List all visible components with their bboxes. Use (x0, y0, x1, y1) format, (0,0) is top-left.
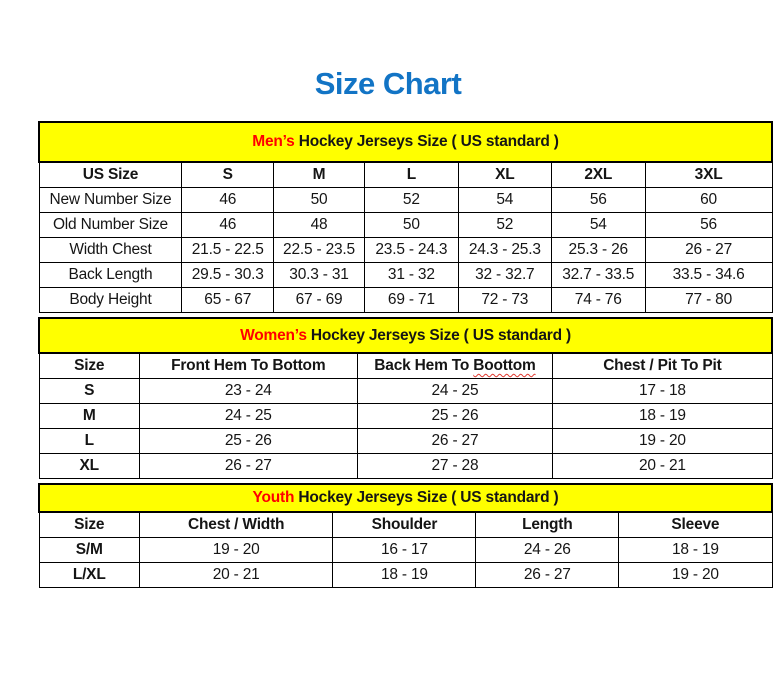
data-cell: 60 (645, 188, 772, 213)
data-cell: 52 (458, 213, 551, 238)
womens-column-header: Size (39, 353, 139, 379)
womens-table-row (39, 379, 772, 404)
womens-section-header-row (39, 318, 772, 353)
mens-section-highlight: Men’s (252, 133, 295, 150)
data-cell: 48 (274, 213, 365, 238)
youth-column-header: Shoulder (333, 512, 476, 538)
mens-column-header: L (364, 162, 458, 188)
womens-section-header (39, 318, 772, 353)
youth-table-row (39, 538, 772, 563)
data-cell: 27 - 28 (357, 454, 553, 479)
data-cell: 18 - 19 (333, 563, 476, 588)
data-cell: 22.5 - 23.5 (274, 238, 365, 263)
mens-section-title-text: Hockey Jerseys Size ( US standard ) (294, 133, 559, 150)
mens-table-row (39, 188, 772, 213)
data-cell: 26 - 27 (357, 429, 553, 454)
data-cell: 56 (551, 188, 645, 213)
data-cell: 46 (182, 188, 274, 213)
data-cell: 19 - 20 (139, 538, 333, 563)
mens-column-header: S (182, 162, 274, 188)
womens-column-header: Chest / Pit To Pit (553, 353, 772, 379)
mens-section-header-row (39, 122, 772, 162)
youth-table-row (39, 563, 772, 588)
data-cell: 26 - 27 (645, 238, 772, 263)
youth-column-header: Length (476, 512, 619, 538)
data-cell: 23 - 24 (139, 379, 357, 404)
data-cell: 18 - 19 (553, 404, 772, 429)
mens-column-header: M (274, 162, 365, 188)
youth-column-header: Size (39, 512, 139, 538)
data-cell: 20 - 21 (553, 454, 772, 479)
row-label: New Number Size (39, 188, 182, 213)
header-text: Back Hem To (374, 357, 474, 374)
womens-table-row (39, 404, 772, 429)
mens-section-header (39, 122, 772, 162)
mens-column-header: XL (458, 162, 551, 188)
data-cell: 24 - 25 (139, 404, 357, 429)
data-cell: 26 - 27 (139, 454, 357, 479)
womens-column-header-row (39, 353, 772, 379)
data-cell: 26 - 27 (476, 563, 619, 588)
mens-table-row (39, 213, 772, 238)
data-cell: 56 (645, 213, 772, 238)
data-cell: 18 - 19 (619, 538, 772, 563)
mens-table-row (39, 238, 772, 263)
size-tables-container (38, 121, 773, 592)
row-label: L (39, 429, 139, 454)
data-cell: 74 - 76 (551, 288, 645, 313)
youth-size-table (38, 483, 773, 588)
data-cell: 54 (551, 213, 645, 238)
mens-size-table (38, 121, 773, 313)
mens-column-header: 2XL (551, 162, 645, 188)
womens-section-title-text: Hockey Jerseys Size ( US standard ) (306, 326, 571, 344)
mens-table-row (39, 263, 772, 288)
data-cell: 69 - 71 (364, 288, 458, 313)
womens-column-header: Front Hem To Bottom (139, 353, 357, 379)
data-cell: 24 - 26 (476, 538, 619, 563)
youth-column-header: Chest / Width (139, 512, 333, 538)
data-cell: 24.3 - 25.3 (458, 238, 551, 263)
data-cell: 33.5 - 34.6 (645, 263, 772, 288)
row-label: L/XL (39, 563, 139, 588)
youth-column-header-row (39, 512, 772, 538)
data-cell: 32.7 - 33.5 (551, 263, 645, 288)
data-cell: 25 - 26 (139, 429, 357, 454)
data-cell: 25.3 - 26 (551, 238, 645, 263)
womens-section-highlight: Women’s (240, 326, 307, 344)
data-cell: 54 (458, 188, 551, 213)
data-cell: 17 - 18 (553, 379, 772, 404)
data-cell: 20 - 21 (139, 563, 333, 588)
row-label: Old Number Size (39, 213, 182, 238)
misspelled-word: Boottom (473, 357, 536, 374)
data-cell: 29.5 - 30.3 (182, 263, 274, 288)
mens-column-header-row (39, 162, 772, 188)
youth-section-highlight: Youth (252, 489, 295, 506)
data-cell: 52 (364, 188, 458, 213)
mens-column-header: US Size (39, 162, 182, 188)
row-label: S/M (39, 538, 139, 563)
data-cell: 21.5 - 22.5 (182, 238, 274, 263)
row-label: Width Chest (39, 238, 182, 263)
row-label: Back Length (39, 263, 182, 288)
data-cell: 23.5 - 24.3 (364, 238, 458, 263)
youth-section-header (39, 484, 772, 512)
womens-table-row (39, 454, 772, 479)
data-cell: 50 (364, 213, 458, 238)
youth-column-header: Sleeve (619, 512, 772, 538)
womens-table-row (39, 429, 772, 454)
youth-section-header-row (39, 484, 772, 512)
data-cell: 25 - 26 (357, 404, 553, 429)
data-cell: 50 (274, 188, 365, 213)
row-label: S (39, 379, 139, 404)
data-cell: 72 - 73 (458, 288, 551, 313)
mens-column-header: 3XL (645, 162, 772, 188)
page-title: Size Chart (314, 66, 462, 101)
data-cell: 77 - 80 (645, 288, 772, 313)
data-cell: 24 - 25 (357, 379, 553, 404)
row-label: M (39, 404, 139, 429)
data-cell: 65 - 67 (182, 288, 274, 313)
data-cell: 16 - 17 (333, 538, 476, 563)
data-cell: 67 - 69 (274, 288, 365, 313)
womens-size-table (38, 317, 773, 479)
data-cell: 19 - 20 (619, 563, 772, 588)
data-cell: 19 - 20 (553, 429, 772, 454)
row-label: Body Height (39, 288, 182, 313)
data-cell: 46 (182, 213, 274, 238)
data-cell: 30.3 - 31 (274, 263, 365, 288)
data-cell: 32 - 32.7 (458, 263, 551, 288)
womens-column-header (357, 353, 553, 379)
youth-section-title-text: Hockey Jerseys Size ( US standard ) (294, 489, 559, 506)
mens-table-row (39, 288, 772, 313)
row-label: XL (39, 454, 139, 479)
data-cell: 31 - 32 (364, 263, 458, 288)
